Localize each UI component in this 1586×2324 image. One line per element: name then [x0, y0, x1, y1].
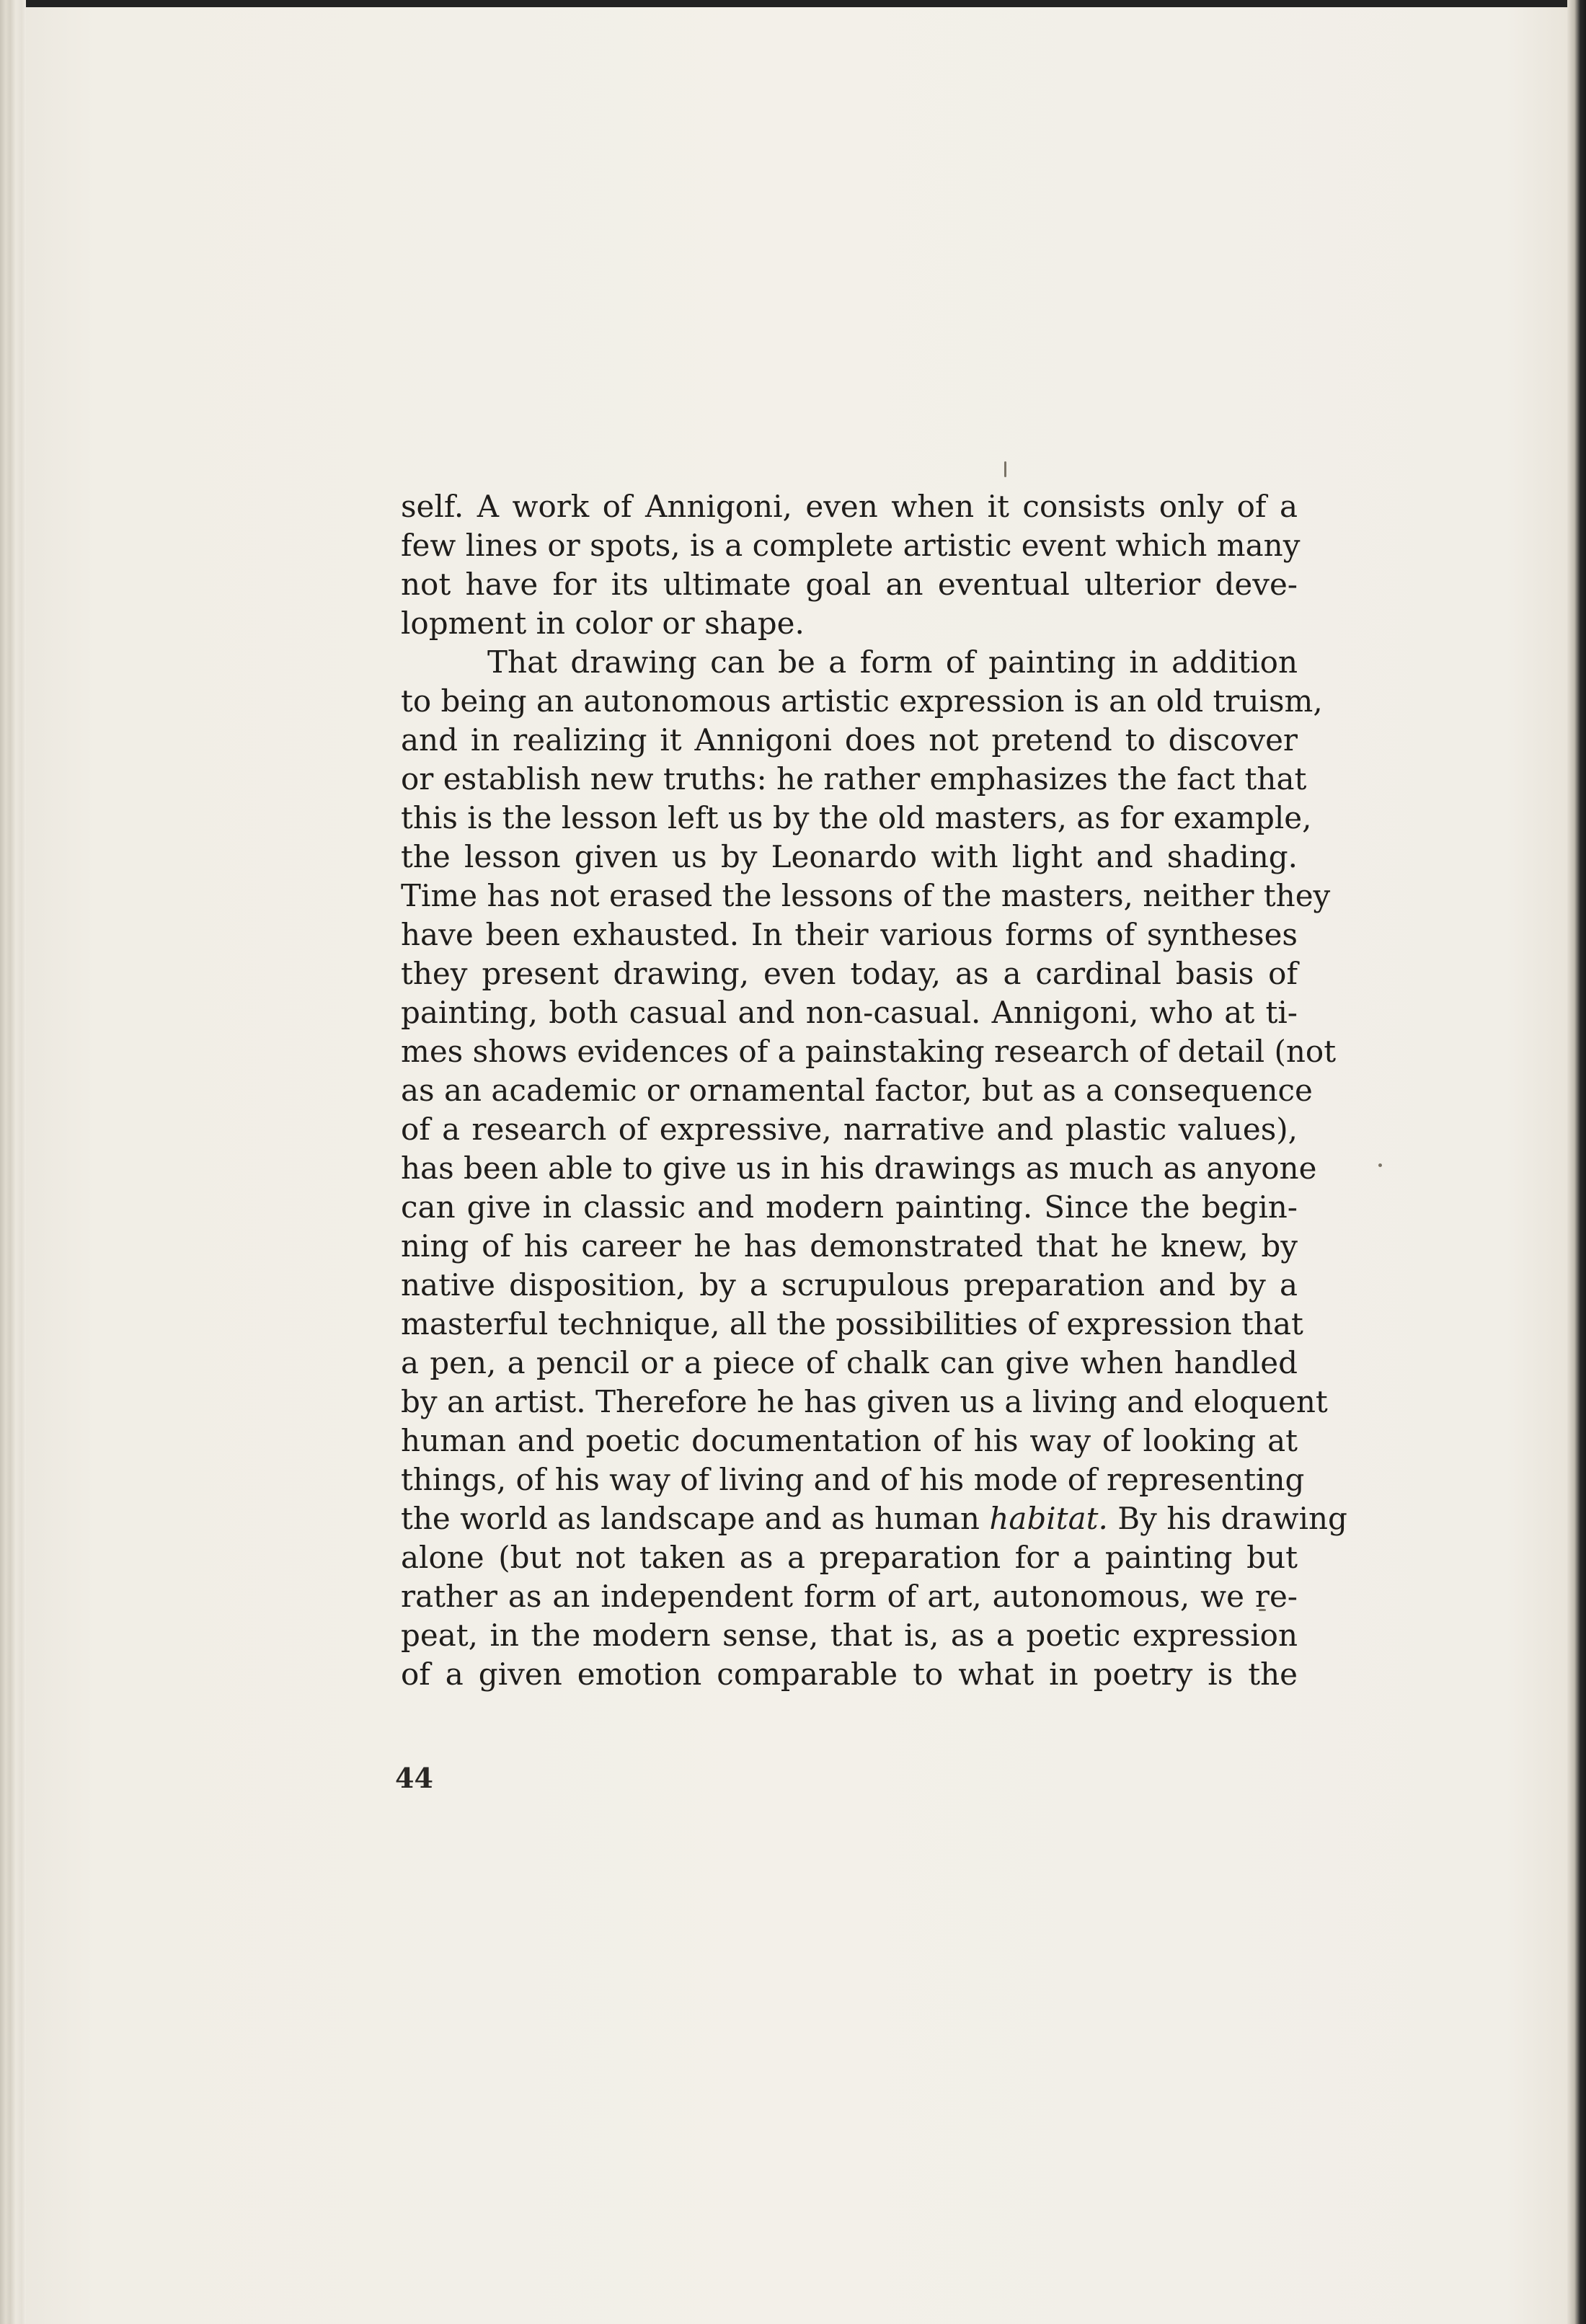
- text-line: masterful technique, all the possibilities of expression that: [401, 1306, 1303, 1341]
- text-line: self. A work of Annigoni, even when it consists only of a: [401, 489, 1298, 524]
- text-segment: the world as landscape and as human: [401, 1501, 980, 1536]
- paper-speck: [1378, 1163, 1382, 1167]
- text-line: a pen, a pencil or a piece of chalk can give when handled: [401, 1345, 1298, 1380]
- text-line: lopment in color or shape.: [401, 606, 805, 641]
- text-line: the lesson given us by Leonardo with light and shading.: [401, 839, 1298, 874]
- text-line: can give in classic and modern painting. Since the begin-: [401, 1189, 1298, 1225]
- text-line: to being an autonomous artistic expression is an old truism,: [401, 683, 1323, 719]
- paper-speck: [1004, 461, 1006, 477]
- text-line-mixed: [401, 1499, 1347, 1538]
- text-line: by an artist. Therefore he has given us a living and eloquent: [401, 1384, 1328, 1419]
- text-line: peat, in the modern sense, that is, as a poetic expression: [401, 1618, 1298, 1653]
- body-text: [401, 487, 1347, 1713]
- text-line: rather as an independent form of art, autonomous, we re-: [401, 1579, 1298, 1614]
- page-top-edge: [0, 0, 1586, 7]
- text-line: and in realizing it Annigoni does not pretend to discover: [401, 722, 1298, 758]
- text-segment: By his drawing: [1117, 1501, 1347, 1536]
- text-line: painting, both casual and non-casual. Annigoni, who at ti-: [401, 995, 1298, 1030]
- text-line: as an academic or ornamental factor, but as a consequence: [401, 1073, 1313, 1108]
- text-line: That drawing can be a form of painting in addition: [487, 644, 1298, 680]
- text-line: of a research of expressive, narrative and plastic values),: [401, 1112, 1298, 1147]
- italic-term-habitat: habitat.: [989, 1501, 1108, 1536]
- text-line: things, of his way of living and of his mode of representing: [401, 1462, 1305, 1497]
- page-left-edge: [0, 0, 26, 2324]
- text-line: have been exhausted. In their various forms of syntheses: [401, 917, 1298, 952]
- text-line: not have for its ultimate goal an eventual ulterior deve-: [401, 567, 1298, 602]
- text-line: Time has not erased the lessons of the masters, neither they: [401, 878, 1331, 913]
- text-line: native disposition, by a scrupulous preparation and by a: [401, 1267, 1298, 1303]
- text-line: of a given emotion comparable to what in poetry is the: [401, 1656, 1298, 1692]
- text-line: or establish new truths: he rather emphasizes the fact that: [401, 761, 1307, 797]
- text-line: this is the lesson left us by the old masters, as for example,: [401, 800, 1312, 835]
- text-line: human and poetic documentation of his way of looking at: [401, 1423, 1298, 1458]
- page-right-edge: [1567, 0, 1586, 2324]
- text-line: has been able to give us in his drawings as much as anyone: [401, 1150, 1317, 1186]
- text-line: ning of his career he has demonstrated that he knew, by: [401, 1228, 1298, 1264]
- text-line: they present drawing, even today, as a cardinal basis of: [401, 956, 1298, 991]
- text-line: mes shows evidences of a painstaking research of detail (not: [401, 1034, 1337, 1069]
- text-line: few lines or spots, is a complete artistic event which many: [401, 528, 1301, 563]
- text-line: alone (but not taken as a preparation for a painting but: [401, 1540, 1298, 1575]
- page-number: 44: [395, 1762, 433, 1794]
